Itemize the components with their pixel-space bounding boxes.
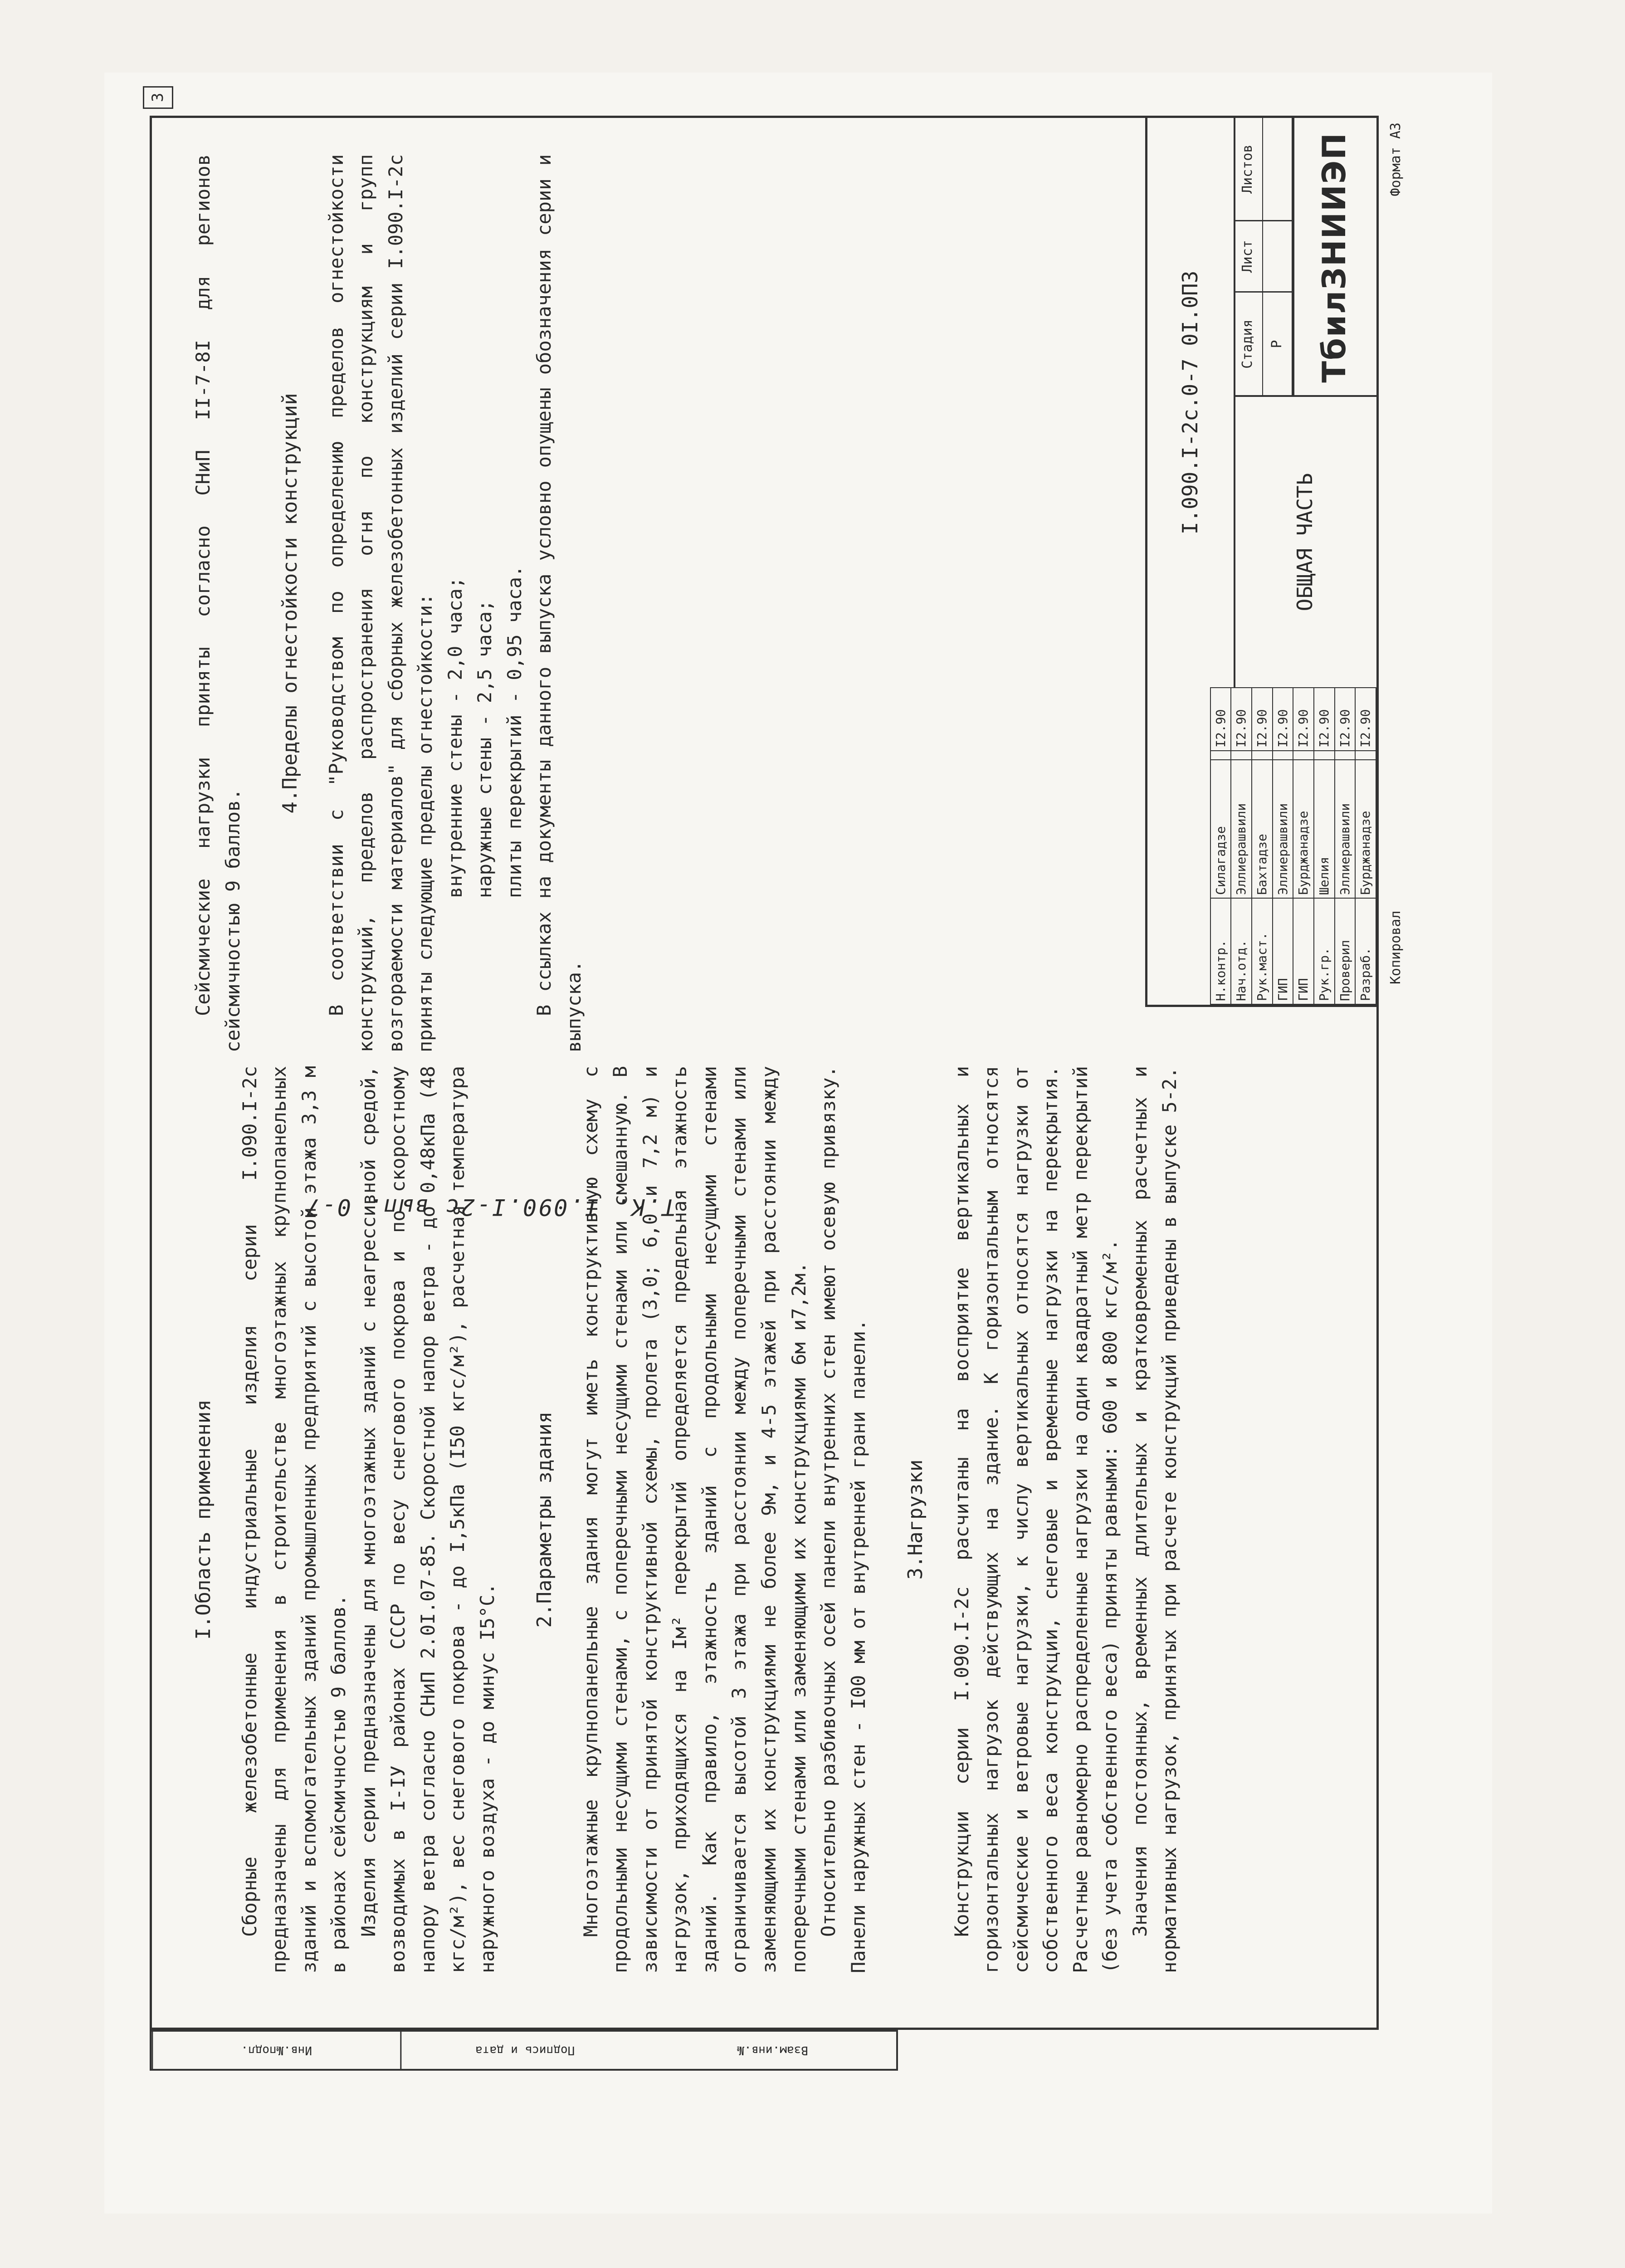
signature-role: Рук.маст. xyxy=(1252,898,1273,1004)
sheet-value xyxy=(1263,221,1292,292)
stage-value: Р xyxy=(1263,292,1292,396)
paragraph: Многоэтажные крупнопанельные здания могут иметь конструктивную схему с продольными несущими стенами, с поперечными несущими стенами или смешанную. В зависимости от принятой конструктивной схемы, пролета (3,0; 6,0 и 7,2 м) и нагрузок, приходящихся на Iм² перекрытий определяется предельная этажность зданий. Как правило, этажность зданий с продольными несущими стенами ограничивается высотой 3 этажа при расстоянии между поперечными стенами или заменяющими их конструкциями не более 9м, и 4-5 этажей при расстоянии между поперечными стенами или заменяющими их конструкциями 6м и7,2м. xyxy=(579,1066,810,1973)
signature-mark xyxy=(1355,751,1376,760)
signature-date: I2.90 xyxy=(1273,688,1293,751)
paragraph: Изделия серии предназначены для многоэтажных зданий с неагрессивной средой, возводимых в I-IУ районах СССР по весу снегового покрова и по скоростному напору ветра согласно СНиП 2.0I.07-85. Скоростной напор ветра - до 0,48кПа (48 кгс/м²), вес снегового покрова - до I,5кПа (I50 кгс/м²), расчетная температура наружного воздуха - до минус I5°С. xyxy=(357,1066,498,1973)
signature-row xyxy=(1355,688,1376,1004)
copied-label: Копировал xyxy=(1388,910,1404,984)
signature-table xyxy=(1210,687,1376,1005)
signature-name: Эллиерашвили xyxy=(1231,760,1252,898)
list-item: плиты перекрытий - 0,95 часа. xyxy=(503,565,526,898)
signature-mark xyxy=(1210,751,1231,760)
signature-name: Бурджанадзе xyxy=(1355,760,1376,898)
paragraph: В соответствии с "Руководством по определению пределов огнестойкости конструкций, пределов распространения огня по конструкциям и групп возгораемости материалов" для сборных железобетонных изделий серии I.090.I-2с приняты следующие пределы огнестойкости: xyxy=(325,154,437,1052)
signature-row xyxy=(1335,688,1356,1004)
signature-row xyxy=(1314,688,1335,1004)
paragraph: Сборные железобетонные индустриальные изделия серии I.090.I-2с предназначены для применения в строительстве многоэтажных крупнопанельных зданий и вспомогательных зданий промышленных предприятий с высотой этажа 3,3 м в районах сейсмичностью 9 баллов. xyxy=(238,1066,350,1973)
signature-mark xyxy=(1252,751,1273,760)
signature-date: I2.90 xyxy=(1314,688,1335,751)
page-number: 3 xyxy=(143,86,173,109)
signature-row xyxy=(1210,688,1231,1004)
signature-role: ГИП xyxy=(1273,898,1293,1004)
right-column xyxy=(179,154,589,1052)
signature-date: I2.90 xyxy=(1231,688,1252,751)
sheets-value xyxy=(1263,118,1292,221)
stage-header: Стадия xyxy=(1234,292,1263,396)
format-label: Формат А3 xyxy=(1388,122,1404,196)
signature-mark xyxy=(1273,751,1293,760)
signature-date: I2.90 xyxy=(1210,688,1231,751)
signature-date: I2.90 xyxy=(1252,688,1273,751)
binding-strip xyxy=(150,2030,898,2071)
section-title-application: I.Область применения xyxy=(192,1399,215,1640)
list-item: наружные стены - 2,5 часа; xyxy=(473,600,496,898)
paragraph: Конструкции серии I.090.I-2с расчитаны на восприятие вертикальных и горизонтальных нагрузок действующих на здание. К горизонтальным относятся сейсмические и ветровые нагрузки, к числу вертикальных относятся нагрузки от собственного веса конструкции, снеговые и временные нагрузки на перекрытия. Расчетные равномерно распределенные нагрузки на один квадратный метр перекрытий (без учета собственного веса) приняты равными: 600 и 800 кгс/м². xyxy=(950,1066,1122,1973)
stage-table xyxy=(1234,118,1294,397)
signature-name: Бахтадзе xyxy=(1252,760,1273,898)
section-title-loads: 3.Нагрузки xyxy=(904,1459,927,1580)
paragraph: В ссылках на документы данного выпуска условно опущены обозначения серии и выпуска. xyxy=(533,154,585,1052)
signature-name: Эллиерашвили xyxy=(1335,760,1356,898)
document-code: I.090.I-2с.0-7 0I.0ПЗ xyxy=(1147,118,1235,687)
binding-cell-signature: Подпись и дата xyxy=(400,2032,649,2069)
signature-name: Бурджанадзе xyxy=(1293,760,1314,898)
signature-role: Н.контр. xyxy=(1210,898,1231,1004)
signature-role: Проверил xyxy=(1335,898,1356,1004)
paragraph: Относительно разбивочных осей панели внутренних стен имеют осевую привязку. Панели наружных стен - I00 мм от внутренней грани панели. xyxy=(817,1066,869,1973)
paragraph: Значения постоянных, временных длительных и кратковременных расчетных и нормативных нагрузок, принятых при расчете конструкций приведены в выпуске 5-2. xyxy=(1128,1066,1181,1973)
paragraph: Сейсмические нагрузки приняты согласно СНиП II-7-8I для регионов сейсмичностью 9 баллов. xyxy=(192,154,244,1052)
signature-name: Силагадзе xyxy=(1210,760,1231,898)
signature-role: Рук.гр. xyxy=(1314,898,1335,1004)
signature-mark xyxy=(1314,751,1335,760)
signature-mark xyxy=(1335,751,1356,760)
sheet-header: Лист xyxy=(1234,221,1263,292)
drawing-frame xyxy=(149,93,1404,2030)
signature-name: Шелия xyxy=(1314,760,1335,898)
signature-row xyxy=(1231,688,1252,1004)
binding-cell-inventory: Инв.№подл. xyxy=(151,2032,400,2069)
signature-name: Эллиерашвили xyxy=(1273,760,1293,898)
signature-date: I2.90 xyxy=(1355,688,1376,751)
signature-role: Разраб. xyxy=(1355,898,1376,1004)
signature-mark xyxy=(1293,751,1314,760)
list-item: внутренние стены - 2,0 часа; xyxy=(444,577,466,898)
signature-row xyxy=(1273,688,1293,1004)
signature-date: I2.90 xyxy=(1293,688,1314,751)
signature-mark xyxy=(1231,751,1252,760)
title-block xyxy=(1145,118,1376,1007)
signature-row xyxy=(1293,688,1314,1004)
binding-cell-replaced: Взам.инв.№ xyxy=(737,2043,808,2057)
binding-stamp-text: Т.К. I.090.I-2с вып. 0-7 xyxy=(304,1194,676,1220)
sheets-header: Листов xyxy=(1234,118,1263,221)
signature-role: Нач.отд. xyxy=(1231,898,1252,1004)
signature-row xyxy=(1252,688,1273,1004)
document-part-title: ОБЩАЯ ЧАСТЬ xyxy=(1234,395,1376,687)
organization-name: ТбилЗНИИЭП xyxy=(1315,132,1353,383)
signature-role: ГИП xyxy=(1293,898,1314,1004)
section-title-fire-resistance: 4.Пределы огнестойкости конструкций xyxy=(278,393,302,814)
frame-footer xyxy=(1386,122,1407,984)
signature-date: I2.90 xyxy=(1335,688,1356,751)
section-title-parameters: 2.Параметры здания xyxy=(533,1411,556,1628)
